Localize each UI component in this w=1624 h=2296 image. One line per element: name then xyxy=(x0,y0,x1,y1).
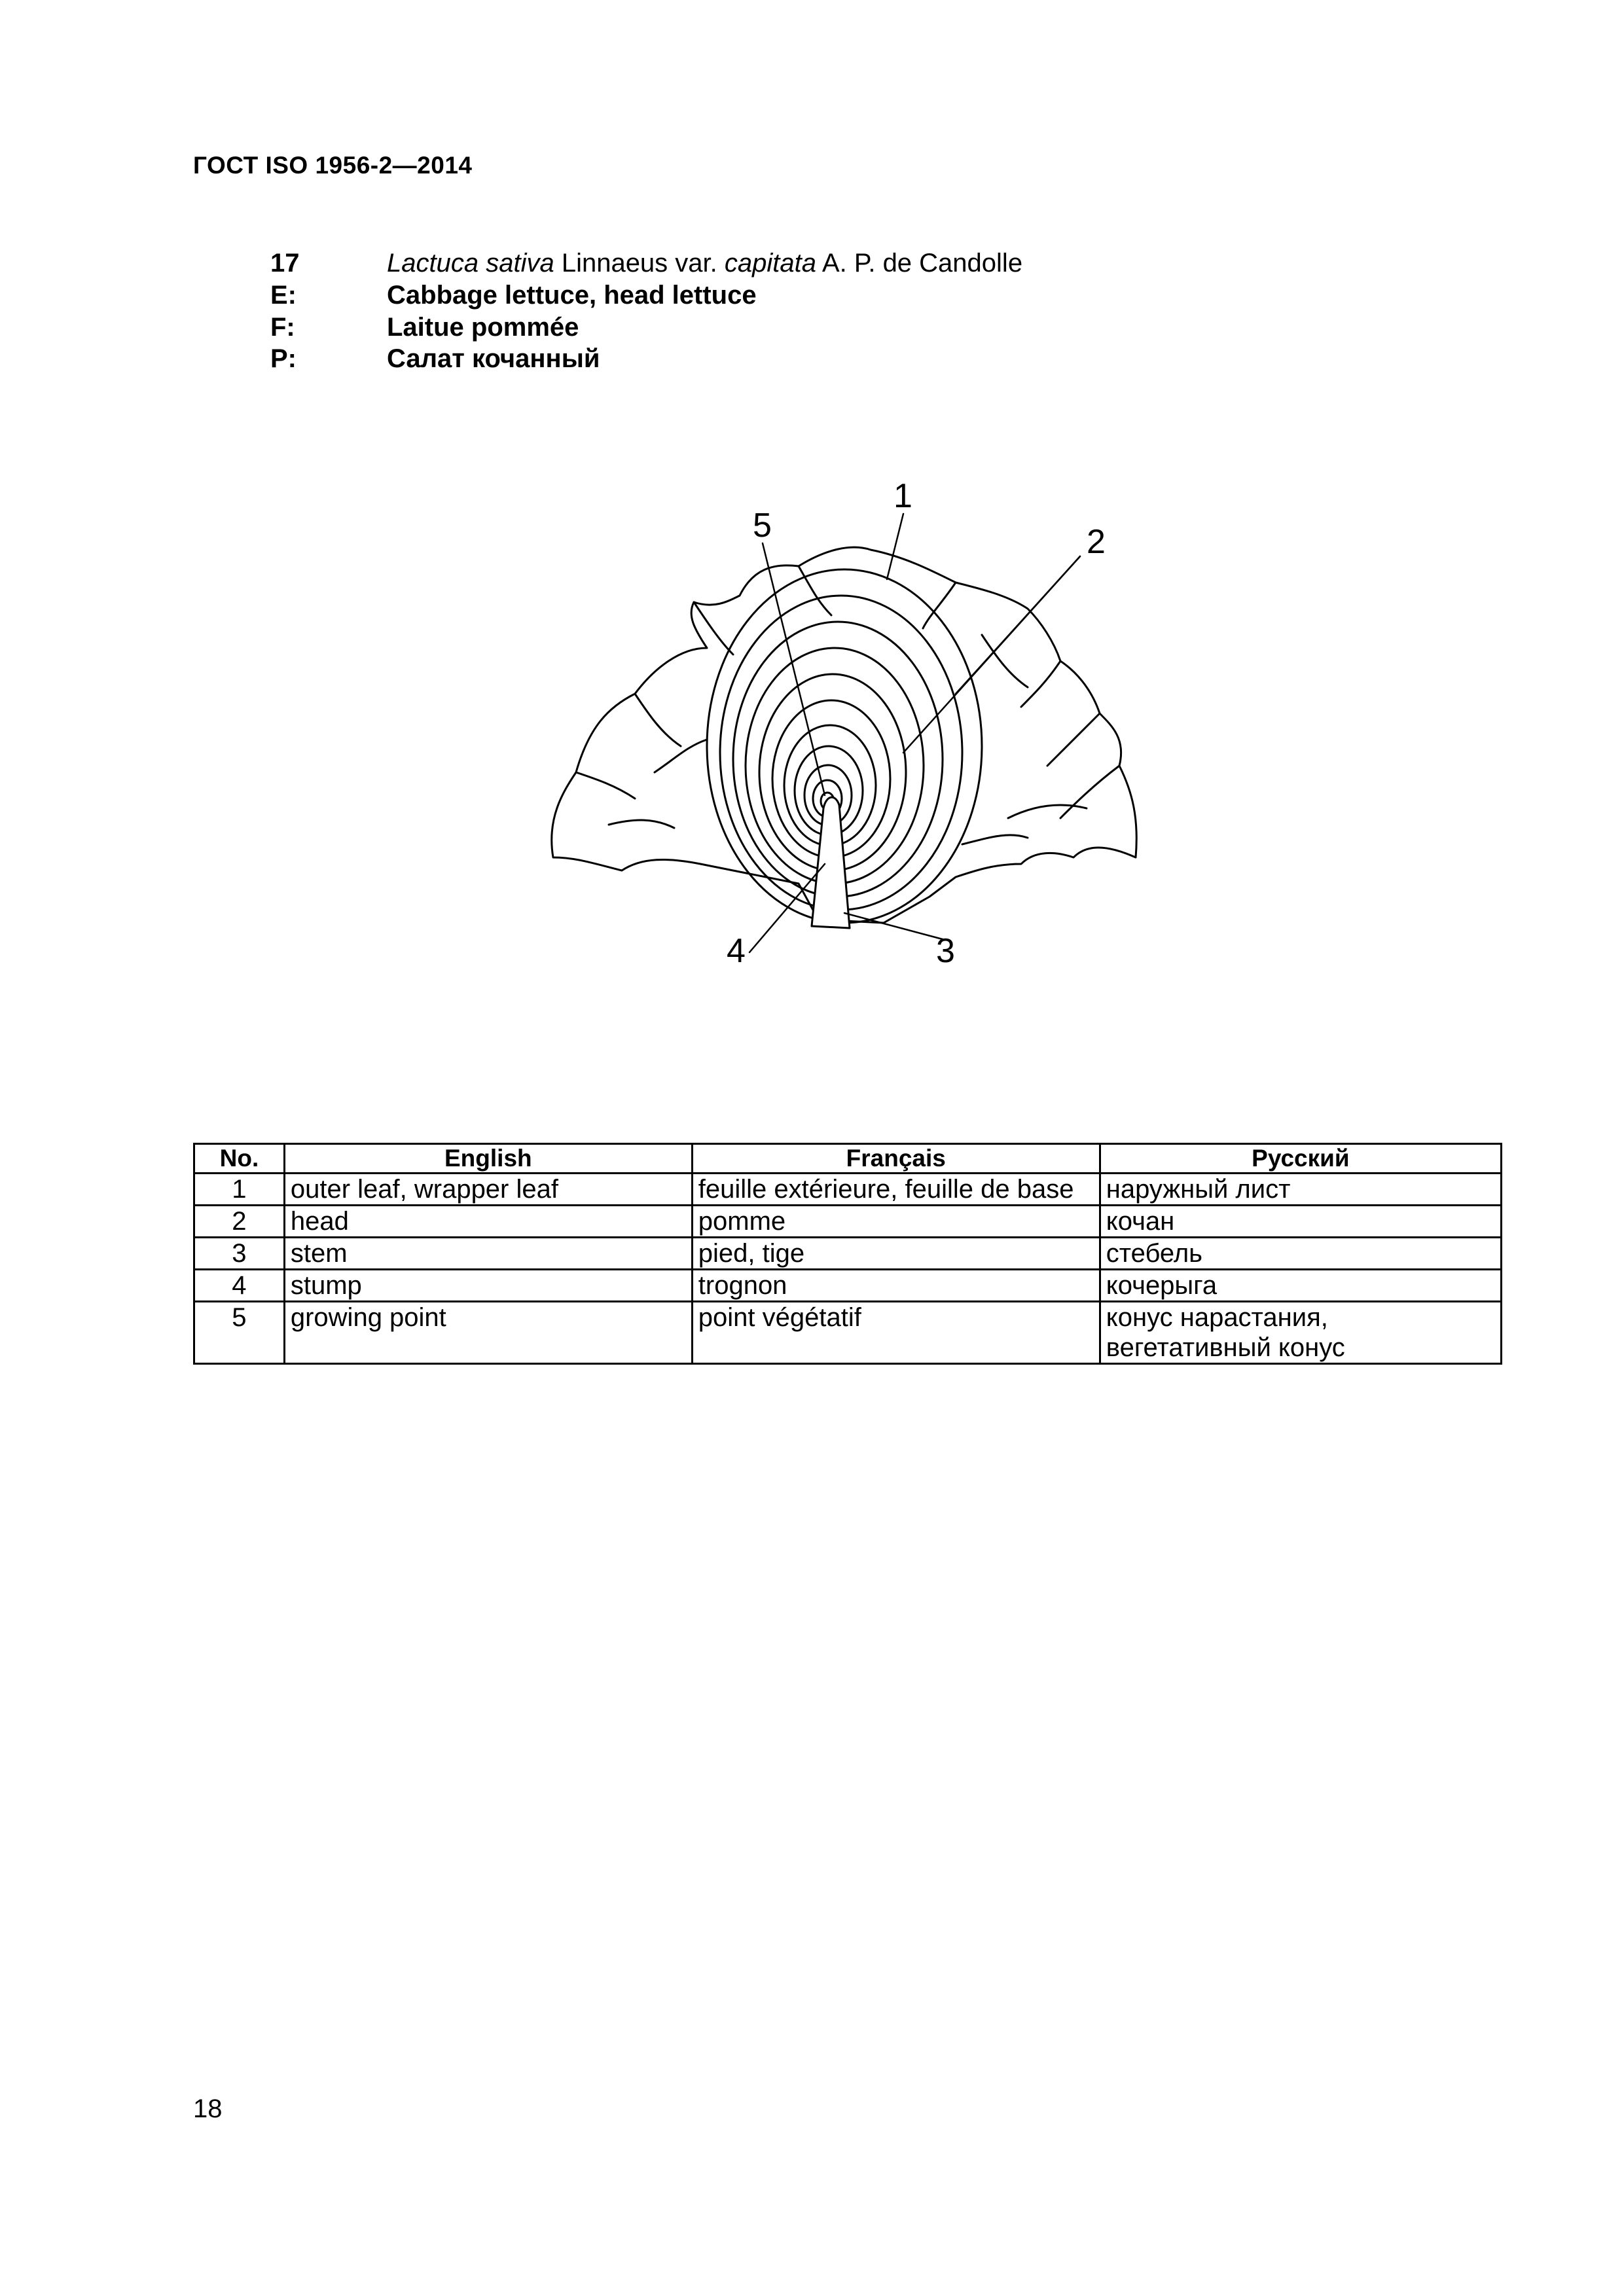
table-row xyxy=(194,1270,1502,1302)
cell-french: trognon xyxy=(692,1270,1100,1302)
latin-author1: Linnaeus var. xyxy=(554,249,725,278)
col-header-french: Français xyxy=(692,1144,1100,1174)
table-row xyxy=(194,1174,1502,1206)
cell-russian: наружный лист xyxy=(1100,1174,1501,1206)
cell-french: point végétatif xyxy=(692,1302,1100,1364)
table-header-row xyxy=(194,1144,1502,1174)
cell-russian xyxy=(1100,1302,1501,1364)
latin-author2: A. P. de Candolle xyxy=(816,249,1023,278)
document-header: ГОСТ ISO 1956-2—2014 xyxy=(193,152,473,179)
col-header-russian: Русский xyxy=(1100,1144,1501,1174)
cell-russian: кочерыга xyxy=(1100,1270,1501,1302)
glossary-table xyxy=(193,1143,1502,1365)
callout-3: 3 xyxy=(936,932,955,970)
cell-russian-line1: конус нарастания, xyxy=(1106,1303,1328,1332)
english-name: Cabbage lettuce, head lettuce xyxy=(387,281,757,310)
cell-no: 5 xyxy=(194,1302,285,1364)
callout-1: 1 xyxy=(893,477,912,515)
col-header-english: English xyxy=(284,1144,692,1174)
entry-number: 17 xyxy=(270,249,300,278)
cell-english: stem xyxy=(284,1238,692,1270)
cell-no: 2 xyxy=(194,1206,285,1238)
lettuce-head-cross-section-icon xyxy=(537,452,1152,975)
page-number: 18 xyxy=(193,2094,223,2123)
cell-english: head xyxy=(284,1206,692,1238)
cell-english: stump xyxy=(284,1270,692,1302)
cell-english: growing point xyxy=(284,1302,692,1364)
cell-no: 1 xyxy=(194,1174,285,1206)
cell-english: outer leaf, wrapper leaf xyxy=(284,1174,692,1206)
col-header-no: No. xyxy=(194,1144,285,1174)
latin-variety: capitata xyxy=(724,249,816,278)
cell-french: pied, tige xyxy=(692,1238,1100,1270)
cell-no: 3 xyxy=(194,1238,285,1270)
cell-russian: кочан xyxy=(1100,1206,1501,1238)
cell-russian: стебель xyxy=(1100,1238,1501,1270)
lang-label-russian: P: xyxy=(270,344,297,373)
cell-russian-line2: вегетативный конус xyxy=(1106,1333,1345,1362)
latin-genus-species: Lactuca sativa xyxy=(387,249,554,278)
lang-label-french: F: xyxy=(270,313,295,342)
callout-2: 2 xyxy=(1087,523,1106,561)
table-row xyxy=(194,1206,1502,1238)
latin-name xyxy=(387,247,1022,279)
french-name: Laitue pommée xyxy=(387,313,579,342)
cell-no: 4 xyxy=(194,1270,285,1302)
table-row xyxy=(194,1302,1502,1364)
table-row xyxy=(194,1238,1502,1270)
callout-4: 4 xyxy=(727,932,746,970)
lang-label-english: E: xyxy=(270,281,297,310)
cell-french: feuille extérieure, feuille de base xyxy=(692,1174,1100,1206)
callout-5: 5 xyxy=(753,507,772,545)
russian-name: Салат кочанный xyxy=(387,344,600,373)
cell-french: pomme xyxy=(692,1206,1100,1238)
